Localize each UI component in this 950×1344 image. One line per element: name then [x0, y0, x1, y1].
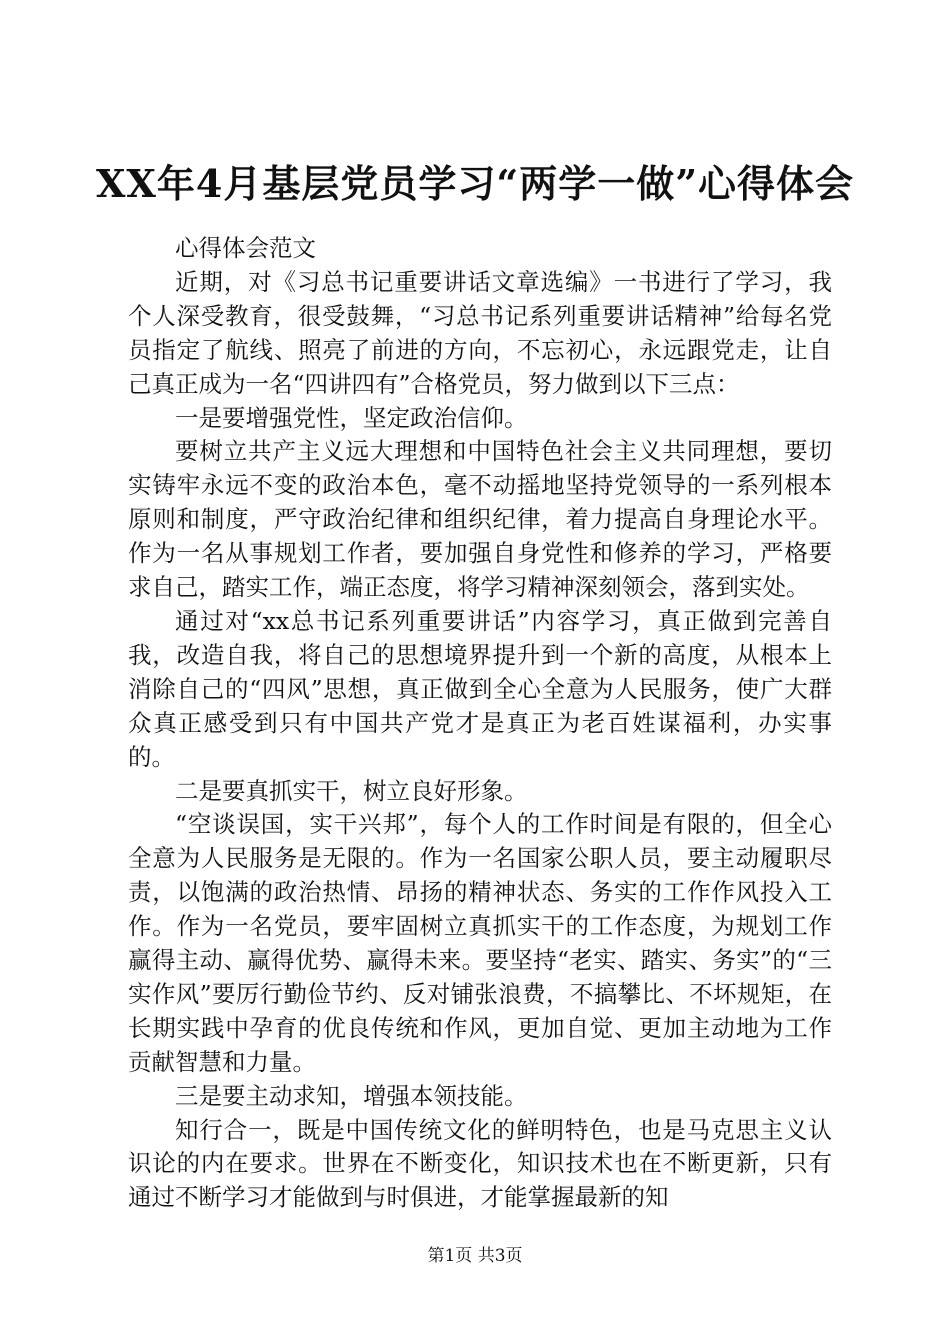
paragraph-point-two-body: “空谈误国，实干兴邦”，每个人的工作时间是有限的，但全心全意为人民服务是无限的。作为一名国家公职人员，要主动履职尽责，以饱满的政治热情、昂扬的精神状态、务实的工作作风投入工作。作为一名党员，要牢固树立真抓实干的工作态度，为规划工作赢得主动、赢得优势、赢得未来。要坚持“老实、踏实、务实”的“三实作风”要厉行勤俭节约、反对铺张浪费，不搞攀比、不坏规矩，在长期实践中孕育的优良传统和作风，更加自觉、更加主动地为工作贡献智慧和力量。 [128, 810, 832, 1076]
page-footer: 第1页 共3页 [427, 1246, 523, 1266]
document-title: XX年4月基层党员学习“两学一做”心得体会 [95, 161, 855, 206]
paragraph-point-one-extra: 通过对“xx总书记系列重要讲话”内容学习，真正做到完善自我，改造自我，将自己的思想境界提升到一个新的高度，从根本上消除自己的“四风”思想，真正做到全心全意为人民服务，使广大群众真正感受到只有中国共产党才是真正为老百姓谋福利，办实事的。 [128, 606, 832, 771]
document-body [128, 232, 832, 1215]
paragraph-intro: 近期，对《习总书记重要讲话文章选编》一书进行了学习，我个人深受教育，很受鼓舞，“习总书记系列重要讲话精神”给每名党员指定了航线、照亮了前进的方向，不忘初心，永远跟党走，让自己真正成为一名“四讲四有”合格党员，努力做到以下三点： [128, 267, 832, 398]
paragraph-point-two-heading: 二是要真抓实干，树立良好形象。 [175, 776, 528, 805]
paragraph-point-three-heading: 三是要主动求知，增强本领技能。 [175, 1081, 528, 1110]
paragraph-point-three-body: 知行合一，既是中国传统文化的鲜明特色，也是马克思主义认识论的内在要求。世界在不断变化，知识技术也在不断更新，只有通过不断学习才能做到与时俱进，才能掌握最新的知 [128, 1115, 832, 1212]
paragraph-point-one-heading: 一是要增强党性，坚定政治信仰。 [175, 403, 528, 432]
paragraph-point-one-body: 要树立共产主义远大理想和中国特色社会主义共同理想，要切实铸牢永远不变的政治本色，毫不动摇地坚持党领导的一系列根本原则和制度，严守政治纪律和组织纪律，着力提高自身理论水平。作为一名从事规划工作者，要加强自身党性和修养的学习，严格要求自己，踏实工作，端正态度，将学习精神深刻领会，落到实处。 [128, 437, 832, 602]
paragraph-subtitle: 心得体会范文 [175, 234, 316, 262]
